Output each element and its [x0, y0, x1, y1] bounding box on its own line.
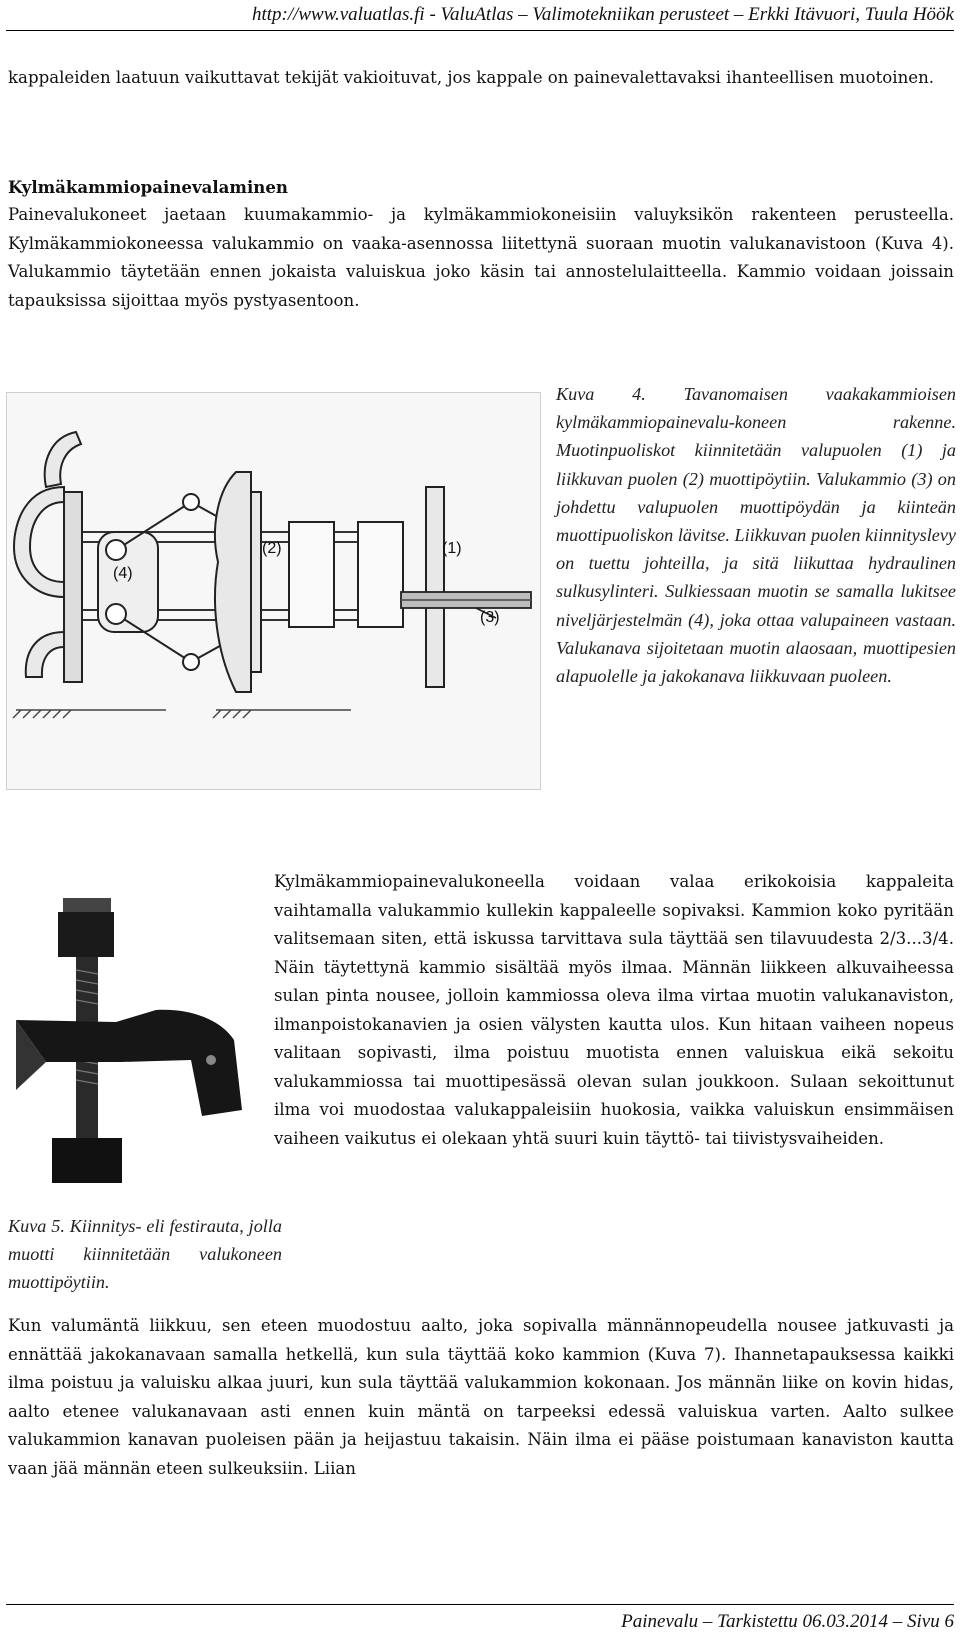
machine-schematic-svg — [6, 392, 541, 790]
clamp-body — [16, 1010, 242, 1116]
figure-5-caption: Kuva 5. Kiinnitys- eli festirauta, jolla muotti kiinnitetään valukoneen muottipöytiin. — [8, 1216, 282, 1293]
header-source-text: http://www.valuatlas.fi - ValuAtlas – Valimotekniikan perusteet – Erkki Itävuori, Tuula Höök — [251, 4, 954, 25]
figure-4-machine-diagram — [6, 392, 541, 790]
section-paragraph: Painevalukoneet jaetaan kuumakammio- ja kylmäkammiokoneisiin valuyksikön rakenteen perusteella. Kylmäkammiokoneessa valukammio on vaaka-asennossa liitettynä suoraan muotin valukanavistoon (Kuva 4). Valukammio täytetään ennen jokaista valuiskua joko käsin tai annostelulaitteella. Kammio voidaan joissain tapauksissa sijoittaa myös pystyasentoon. — [8, 205, 954, 310]
footer-rule — [6, 1604, 954, 1605]
final-paragraph: Kun valumäntä liikkuu, sen eteen muodostuu aalto, joka sopivalla männännopeudella nousee jatkuvasti ja ennättää jakokanavaan samalla hetkellä, kun sula täyttää koko kammion (Kuva 7). Ihannetapauksessa kaikki ilma poistuu ja valuisku alkaa juuri, kun sula täyttää valukammion kokonaan. Jos männän liike on kovin hidas, aalto etenee valukanavaan asti ennen kuin mäntä on tarpeeksi edessä valuiskua varten. Aalto sulkee valukammion kanavan puoleisen pään ja heijastuu takaisin. Näin ilma ei pääse poistumaan kanaviston kautta vaan jää männän eteen sulkeuksiin. Liian — [8, 1316, 954, 1478]
figure-4-frame — [7, 393, 541, 790]
page-header — [0, 0, 960, 32]
figure-5-clamp-image — [6, 890, 256, 1200]
clamp-svg — [6, 890, 256, 1200]
label-moving-half: (2) — [262, 540, 282, 557]
figure-4-caption: Kuva 4. Tavanomaisen vaakakammioisen kylmäkammiopainevalu-koneen rakenne. Muotinpuoliskot kiinnitetään valupuolen (1) ja liikkuvan puolen (2) muottipöytiin. Valukammio (3) on johdettu valupuolen muottipöydän ja kiinteän muottipuoliskon lävitse. Liikkuvan puolen kiinnityslevy on tuettu johteilla, ja sitä liikuttaa hydraulinen sulkusylinteri. Sulkiessaan muotin se samalla lukitsee niveljärjestelmän (4), joka ottaa valupaineen vastaan. Valukanava sijoitetaan muotin alaosaan, muottipesien alapuolelle ja jakokanava liikkuvaan puoleen. — [556, 384, 956, 687]
label-fixed-half: (1) — [442, 540, 462, 557]
intro-paragraph: kappaleiden laatuun vaikuttavat tekijät vakioituvat, jos kappale on painevalettavaksi ihanteellisen muotoinen. — [8, 68, 935, 87]
header-rule — [6, 30, 954, 31]
label-shot-chamber: (3) — [480, 609, 500, 626]
footer-text: Painevalu – Tarkistettu 06.03.2014 – Sivu 6 — [621, 1611, 954, 1632]
page-footer — [0, 1600, 960, 1637]
moving-die-half — [289, 522, 334, 627]
label-toggle: (4) — [113, 565, 133, 582]
section-heading: Kylmäkammiopainevalaminen — [8, 177, 288, 197]
chamber-size-paragraph: Kylmäkammiopainevalukoneella voidaan valaa erikokoisia kappaleita vaihtamalla valukammio kullekin kappaleelle sopivaksi. Kammion koko pyritään valitsemaan siten, että iskussa tarvittava sula täyttää sen tilavuudesta 2/3...3/4. Näin täytettynä kammio sisältää myös ilmaa. Männän liikkeen alkuvaiheessa sulan pinta nousee, jolloin kammiossa oleva ilma virtaa muotin valukanaviston, ilmanpoistokanavien ja osien välysten kautta ulos. Kun hitaan vaiheen nopeus valitaan sopivasti, ilma poistuu muotista ennen valuiskua eikä sekoitu valukammiossa tai muottipesässä olevan sulan joukkoon. Sulaan sekoittunut ilma voi muodostaa valukappaleisiin huokosia, vaikka valuiskun ensimmäisen vaiheen vaikutus ei olekaan yhtä suuri kuin täyttö- tai tiivistysvaiheiden. — [274, 872, 954, 1148]
